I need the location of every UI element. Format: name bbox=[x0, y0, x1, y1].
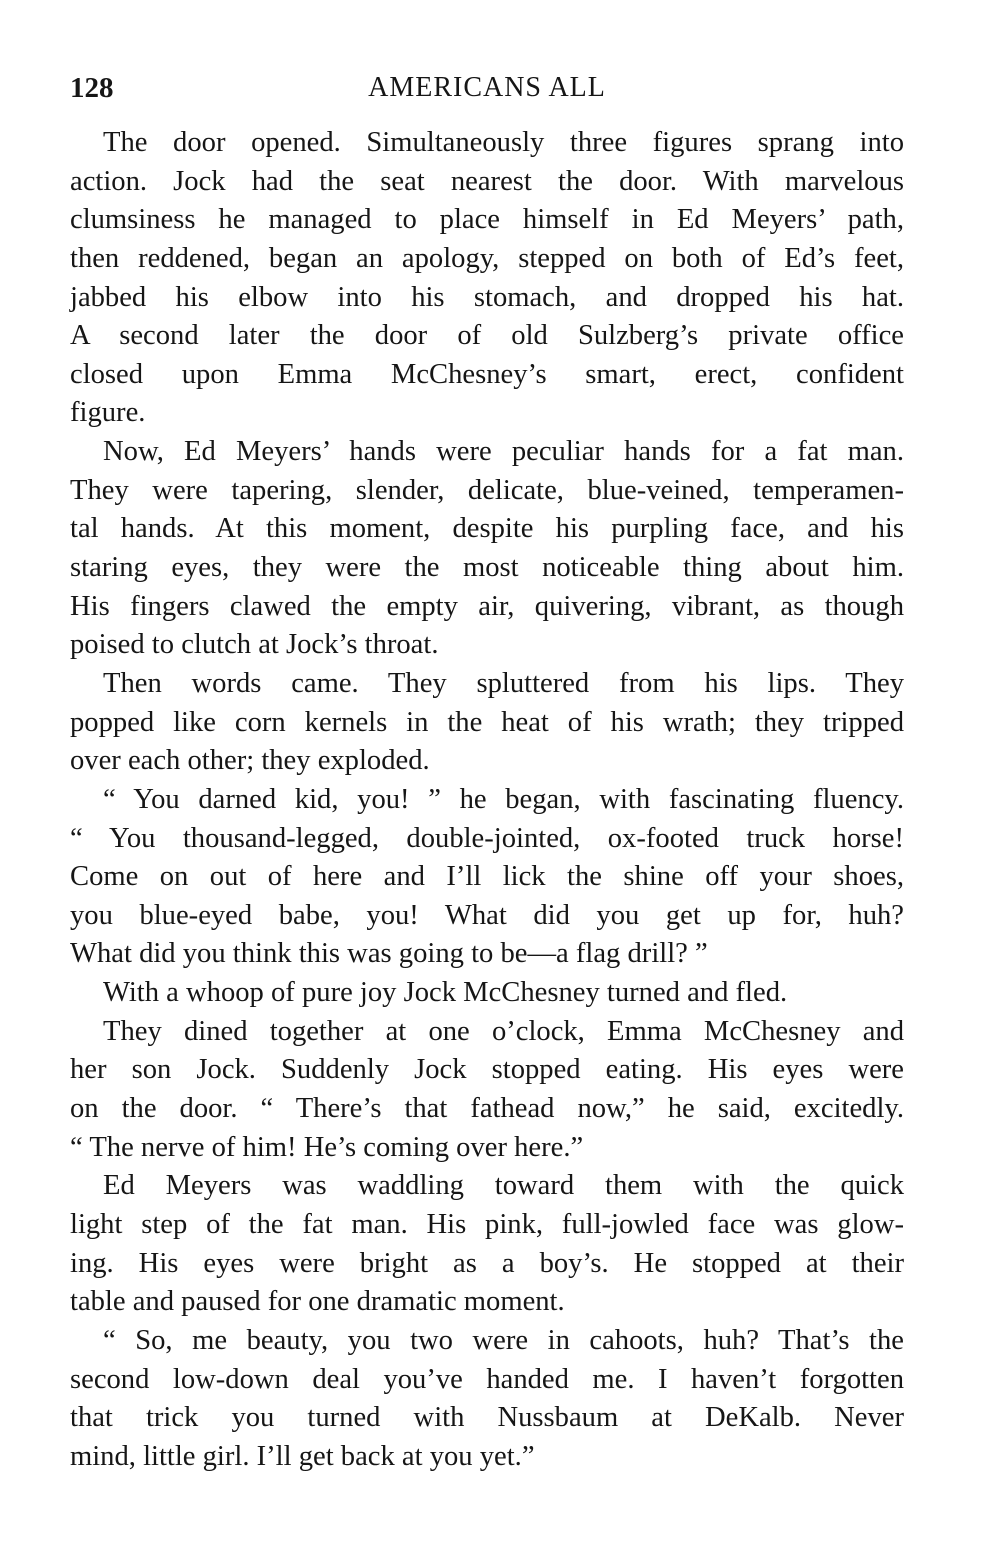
text-line: “ The nerve of him! He’s coming over here.” bbox=[70, 1131, 584, 1163]
text-line: jabbed his elbow into his stomach, and dropped his hat. bbox=[70, 281, 904, 313]
text-line: clumsiness he managed to place himself in Ed Meyers’ path, bbox=[70, 204, 904, 236]
text-line: action. Jock had the seat nearest the door. With marvelous bbox=[70, 165, 904, 197]
paragraph bbox=[70, 1013, 904, 1168]
text-line: popped like corn kernels in the heat of his wrath; they tripped bbox=[70, 706, 904, 738]
text-line: “ You darned kid, you! ” he began, with fascinating fluency. bbox=[103, 783, 904, 815]
text-line: “ So, me beauty, you two were in cahoots, huh? That’s the bbox=[103, 1324, 904, 1356]
text-line: closed upon Emma McChesney’s smart, erect, confident bbox=[70, 358, 904, 390]
text-line: her son Jock. Suddenly Jock stopped eating. His eyes were bbox=[70, 1054, 904, 1086]
text-line: mind, little girl. I’ll get back at you yet.” bbox=[70, 1440, 535, 1472]
text-line: then reddened, began an apology, stepped on both of Ed’s feet, bbox=[70, 242, 904, 274]
text-line: on the door. “ There’s that fathead now,” he said, excitedly. bbox=[70, 1093, 904, 1125]
text-line: you blue-eyed babe, you! What did you get up for, huh? bbox=[70, 899, 904, 931]
text-line: over each other; they exploded. bbox=[70, 745, 430, 777]
text-line: light step of the fat man. His pink, full-jowled face was glow- bbox=[70, 1208, 904, 1240]
text-line: Ed Meyers was waddling toward them with the quick bbox=[103, 1170, 904, 1202]
paragraph bbox=[70, 665, 904, 781]
text-line: tal hands. At this moment, despite his purpling face, and his bbox=[70, 513, 904, 545]
text-line: figure. bbox=[70, 397, 146, 429]
paragraph bbox=[70, 124, 904, 433]
text-line: With a whoop of pure joy Jock McChesney turned and fled. bbox=[103, 977, 788, 1009]
paragraph bbox=[70, 1322, 904, 1477]
text-line: “ You thousand-legged, double-jointed, ox-footed truck horse! bbox=[70, 822, 904, 854]
text-line: The door opened. Simultaneously three figures sprang into bbox=[103, 127, 904, 158]
paragraph bbox=[70, 1167, 904, 1322]
text-line: They were tapering, slender, delicate, blue-veined, temperamen- bbox=[70, 474, 904, 506]
page-number: 128 bbox=[70, 72, 114, 104]
paragraph bbox=[70, 974, 904, 1013]
text-line: They dined together at one o’clock, Emma McChesney and bbox=[103, 1015, 904, 1047]
body-text bbox=[70, 124, 904, 1476]
text-line: staring eyes, they were the most noticeable thing about him. bbox=[70, 552, 904, 584]
paragraph bbox=[70, 781, 904, 974]
text-line: His fingers clawed the empty air, quivering, vibrant, as though bbox=[70, 590, 904, 622]
text-line: second low-down deal you’ve handed me. I haven’t forgotten bbox=[70, 1363, 904, 1395]
text-line: Then words came. They spluttered from his lips. They bbox=[103, 667, 904, 699]
paragraph bbox=[70, 433, 904, 665]
text-line: table and paused for one dramatic moment. bbox=[70, 1286, 565, 1318]
text-line: poised to clutch at Jock’s throat. bbox=[70, 629, 439, 661]
running-head bbox=[70, 66, 904, 110]
text-line: Come on out of here and I’ll lick the shine off your shoes, bbox=[70, 861, 904, 893]
text-line: Now, Ed Meyers’ hands were peculiar hands for a fat man. bbox=[103, 436, 904, 468]
book-title: AMERICANS ALL bbox=[368, 72, 606, 103]
text-line: A second later the door of old Sulzberg’s private office bbox=[70, 320, 904, 352]
text-line: ing. His eyes were bright as a boy’s. He stopped at their bbox=[70, 1247, 904, 1279]
text-line: that trick you turned with Nussbaum at DeKalb. Never bbox=[70, 1402, 904, 1434]
text-line: What did you think this was going to be—a flag drill? ” bbox=[70, 938, 708, 970]
